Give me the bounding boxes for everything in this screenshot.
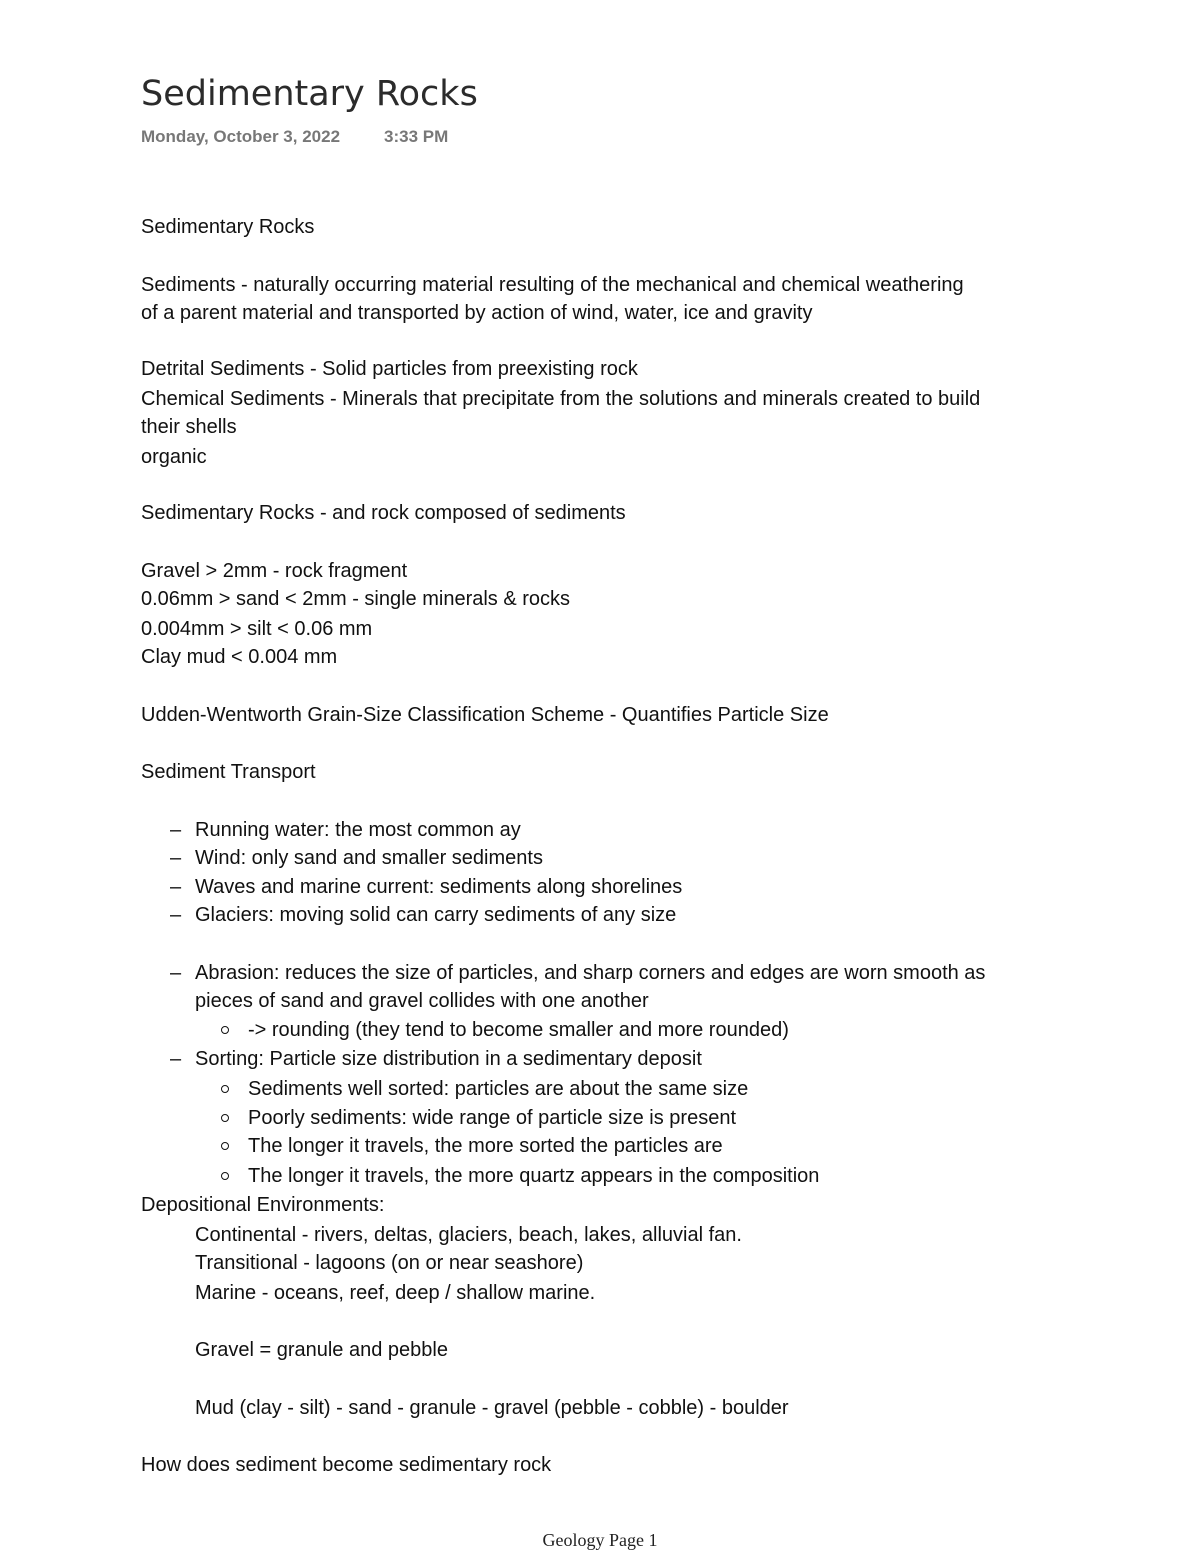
detrital-sediments-line: Detrital Sediments - Solid particles from preexisting rock [141,358,638,380]
chemical-sediments-line-2: their shells [141,416,237,438]
list-bullet-dash: – [170,876,182,898]
sorting-sub-item: Poorly sediments: wide range of particle size is present [248,1107,737,1129]
sorting-line: Sorting: Particle size distribution in a sedimentary deposit [195,1048,702,1070]
page-time: 3:33 PM [384,127,449,146]
udden-wentworth-line: Udden-Wentworth Grain-Size Classification Scheme - Quantifies Particle Size [141,704,829,726]
sediments-definition-line-2: of a parent material and transported by action of wind, water, ice and gravity [141,302,813,324]
depositional-heading: Depositional Environments: [141,1194,385,1216]
marine-line: Marine - oceans, reef, deep / shallow marine. [195,1282,596,1304]
sorting-sub-item: The longer it travels, the more sorted the particles are [248,1135,723,1157]
list-bullet-dash: – [170,847,182,869]
silt-size-line: 0.004mm > silt < 0.06 mm [141,618,373,640]
list-bullet-circle [221,1085,229,1093]
mud-sequence-line: Mud (clay - silt) - sand - granule - gravel (pebble - cobble) - boulder [195,1397,789,1419]
sediment-transport-heading: Sediment Transport [141,761,316,783]
list-bullet-dash: – [170,904,182,926]
continental-line: Continental - rivers, deltas, glaciers, beach, lakes, alluvial fan. [195,1224,742,1246]
list-bullet-circle [221,1172,229,1180]
gravel-size-line: Gravel > 2mm - rock fragment [141,560,408,582]
sedimentary-rocks-definition: Sedimentary Rocks - and rock composed of sediments [141,502,626,524]
list-item: Waves and marine current: sediments along shorelines [195,876,683,898]
list-bullet-dash: – [170,1048,182,1070]
note-heading: Sedimentary Rocks [141,216,315,238]
list-item: Wind: only sand and smaller sediments [195,847,543,869]
clay-size-line: Clay mud < 0.004 mm [141,646,338,668]
transitional-line: Transitional - lagoons (on or near seashore) [195,1252,584,1274]
list-bullet-dash: – [170,962,182,984]
page-title: Sedimentary Rocks [141,74,478,114]
page-footer: Geology Page 1 [542,1530,658,1550]
list-item: Running water: the most common ay [195,819,521,841]
list-bullet-circle [221,1026,229,1034]
organic-line: organic [141,446,207,468]
sorting-sub-item: The longer it travels, the more quartz appears in the composition [248,1165,820,1187]
list-item: Glaciers: moving solid can carry sediments of any size [195,904,677,926]
sand-size-line: 0.06mm > sand < 2mm - single minerals & rocks [141,588,571,610]
chemical-sediments-line-1: Chemical Sediments - Minerals that precipitate from the solutions and minerals created to build [141,388,981,410]
abrasion-sub-item: -> rounding (they tend to become smaller and more rounded) [248,1019,789,1041]
abrasion-line-2: pieces of sand and gravel collides with one another [195,990,649,1012]
abrasion-line-1: Abrasion: reduces the size of particles, and sharp corners and edges are worn smooth as [195,962,986,984]
list-bullet-circle [221,1142,229,1150]
sorting-sub-item: Sediments well sorted: particles are about the same size [248,1078,749,1100]
list-bullet-dash: – [170,819,182,841]
page-date: Monday, October 3, 2022 [141,127,341,146]
gravel-equation-line: Gravel = granule and pebble [195,1339,448,1361]
sediments-definition-line-1: Sediments - naturally occurring material resulting of the mechanical and chemical weathering [141,274,964,296]
how-does-sediment-line: How does sediment become sedimentary rock [141,1454,552,1476]
list-bullet-circle [221,1114,229,1122]
